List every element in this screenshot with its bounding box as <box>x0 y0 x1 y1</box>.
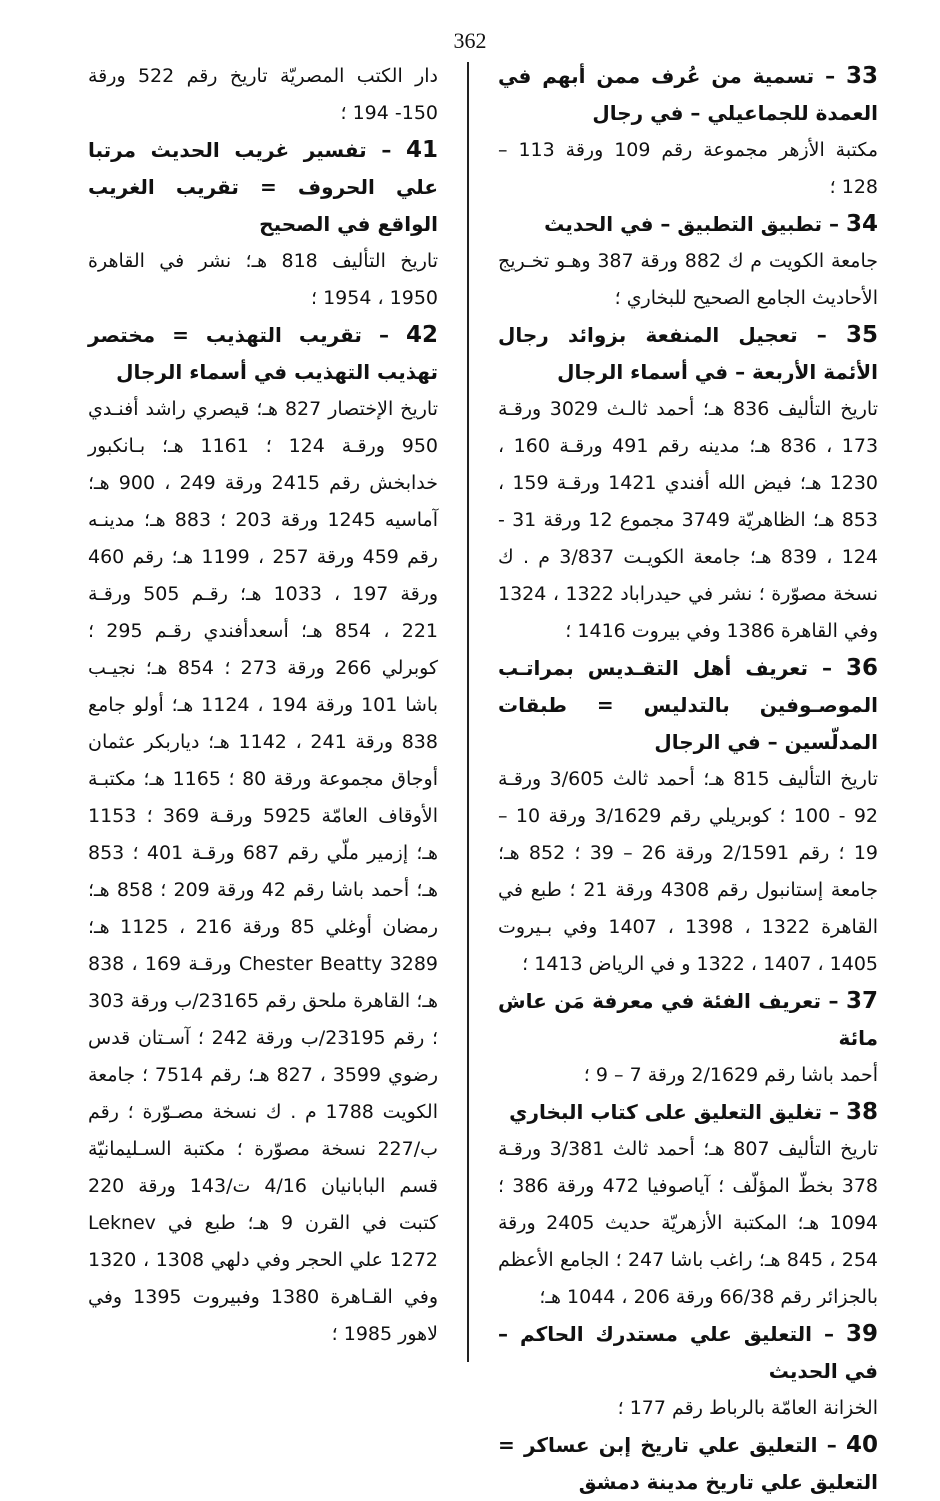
entry-40 <box>498 1427 878 1501</box>
entry-body: أحمد باشا رقم 2/1629 ورقة 7 – 9 ؛ <box>583 1064 878 1086</box>
entry-body: تاريخ التأليف 836 هـ؛ أحمد ثالـث 3029 ورقـة 173 ، 836 هـ؛ مدينه رقم 491 ورقـة 160 ، 1230 هـ؛ فيض الله أفندي 1421 ورقـة 159 ، 853 هـ؛ الظاهريّة 3749 مجموع 12 ورقة 31 - 124 ، 839 هـ؛ جامعة الكويـت 3/837 م . ك نسخة مصوّرة ؛ نشر في حيدراباد 1322 ، 1324 وفي القاهرة 1386 وفي بيروت 1416 ؛ <box>498 398 879 642</box>
entry-33 <box>498 58 878 206</box>
entry-title-text: – تسمية من عُرف ممن أبهم في العمدة للجماعيلي – في رجال <box>498 64 878 125</box>
entry-body: تاريخ الإختصار 827 هـ؛ قيصري راشد أفنـدي 950 ورقـة 124 ؛ 1161 هـ؛ بـانكبور خدابخش رقم 2415 ورقة 249 ، 900 هـ؛ آماسيه 1245 ورقة 203 ؛ 883 هـ؛ مدينـه رقم 459 ورقة 257 ، 1199 هـ؛ رقم 460 ورقة 197 ، 1033 هـ؛ رقـم 505 ورقـة 221 ، 854 هـ؛ أسعدأفندي رقـم 295 ؛ كوبرلي 266 ورقة 273 ؛ 854 هـ؛ نجيـب باشا 101 ورقة 194 ، 1124 هـ؛ أولو جامع 838 ورقة 241 ، 1142 هـ؛ دياربكر عثمان أوجاق مجموعة ورقة 80 ؛ 1165 هـ؛ مكتبـة الأوقاف العامّة 5925 ورقـة 369 ؛ 1153 هـ؛ إزمير ملّي رقم 687 ورقـة 401 ؛ 853 هـ؛ أحمد باشا رقم 42 ورقة 209 ؛ 858 هـ؛ رمضان أوغلي 85 ورقة 216 ، 1125 هـ؛ Chester Beatty 3289 ورقـة 169 ، 838 هـ؛ القاهرة ملحق رقم 23165/ب ورقة 303 ؛ رقم 23195/ب ورقة 242 ؛ آسـتان قدس رضوي 3599 ، 827 هـ؛ رقم 7514 ؛ جامعة الكويت 1788 م . ك نسخة مصـوّرة ؛ رقم ب/227 نسخة مصوّرة ؛ مكتبة السـليمانيّة قسم البابانيان 4/16 ت/143 ورقة 220 كتبت في القرن 9 هـ؛ طبع في Leknev 1272 علي الحجر وفي دلهي 1308 ، 1320 وفي القـاهرة 1380 وفبيروت 1395 وفي لاهور 1985 ؛ <box>88 398 439 1345</box>
entry-37 <box>498 983 878 1094</box>
entry-36 <box>498 650 878 983</box>
entry-number: 37 <box>845 988 878 1014</box>
entry-title-text: – تعريف الفئة في معرفة مَن عاش مائة <box>498 989 878 1050</box>
entry-title <box>88 317 438 391</box>
entry-title <box>498 1427 878 1501</box>
entry-title-text: – التعليق علي تاريخ إبن عساكر = التعليق علي تاريخ مدينة دمشق <box>498 1433 878 1494</box>
entry-title <box>498 58 878 132</box>
entry-title-text: – تعريف أهل التقـديس بمراتـب الموصـوفين بالتدليس = طبقات المدلّسين – في الرجال <box>498 656 878 754</box>
entry-title-text: – تغليق التعليق على كتاب البخاري <box>509 1100 846 1124</box>
entry-38 <box>498 1094 878 1316</box>
entry-42 <box>88 317 438 1353</box>
entry-number: 40 <box>845 1432 878 1458</box>
entry-number: 36 <box>845 655 878 681</box>
entry-body: تاريخ التأليف 818 هـ؛ نشر في القاهرة 1950 ، 1954 ؛ <box>88 250 438 309</box>
entry-title <box>498 317 878 391</box>
entry-34 <box>498 206 878 317</box>
entry-number: 42 <box>405 322 438 348</box>
entry-title <box>498 1094 878 1131</box>
entry-number: 39 <box>845 1321 878 1347</box>
entry-title-text: – التعليق علي مستدرك الحاكم – في الحديث <box>498 1322 878 1383</box>
entry-title-text: – تعجيل المنفعة بزوائد رجال الأئمة الأربعة – في أسماء الرجال <box>498 323 878 384</box>
entry-number: 38 <box>845 1099 878 1125</box>
entry-body: الخزانة العامّة بالرباط رقم 177 ؛ <box>617 1397 878 1419</box>
entry-41 <box>88 132 438 317</box>
column-divider <box>467 62 469 1362</box>
entry-title <box>498 983 878 1057</box>
entry-number: 41 <box>405 137 438 163</box>
entry-title-text: – تقريب التهذيب = مختصر تهذيب التهذيب في أسماء الرجال <box>88 323 438 384</box>
entry-title <box>88 132 438 243</box>
entry-40-continued <box>88 58 438 132</box>
entry-title-text: – تطبيق التطبيق – في الحديث <box>544 212 846 236</box>
entry-number: 33 <box>845 63 878 89</box>
entry-number: 35 <box>845 322 878 348</box>
entry-title <box>498 650 878 761</box>
entry-body: مكتبة الأزهر مجموعة رقم 109 ورقة 113 – 128 ؛ <box>498 139 878 198</box>
left-column <box>88 58 438 1353</box>
entry-39 <box>498 1316 878 1427</box>
entry-body: دار الكتب المصريّة تاريخ رقم 522 ورقة 150- 194 ؛ <box>88 65 438 124</box>
entry-35 <box>498 317 878 650</box>
page-number: 362 <box>453 28 487 53</box>
entry-title <box>498 206 878 243</box>
entry-title-text: – تفسير غريب الحديث مرتبا علي الحروف = تقريب الغريب الواقع في الصحيح <box>88 138 438 236</box>
entry-number: 34 <box>845 211 878 237</box>
entry-body: تاريخ التأليف 815 هـ؛ أحمد ثالث 3/605 ورقـة 92 - 100 ؛ كوبريلي رقم 3/1629 ورقة 10 – 19 ؛ رقم 2/1591 ورقة 26 – 39 ؛ 852 هـ؛ جامعة إستانبول رقم 4308 ورقة 21 ؛ طبع في القاهرة 1322 ، 1398 ، 1407 وفي بـيروت 1405 ، 1407 ، 1322 و في الرياض 1413 ؛ <box>498 768 879 975</box>
entry-title <box>498 1316 878 1390</box>
entry-body: تاريخ التأليف 807 هـ؛ أحمد ثالث 3/381 ورقـة 378 بخطّ المؤلّف ؛ آياصوفيا 472 ورقة 386 ؛ 1094 هـ؛ المكتبة الأزهريّة حديث 2405 ورقة 254 ، 845 هـ؛ راغب باشا 247 ؛ الجامع الأعظم بالجزائر رقم 66/38 ورقة 206 ، 1044 هـ؛ <box>498 1138 878 1308</box>
entry-body: جامعة الكويت م ك 882 ورقة 387 وهـو تخـريج الأحاديث الجامع الصحيح للبخاري ؛ <box>498 250 879 309</box>
right-column <box>498 58 878 1501</box>
